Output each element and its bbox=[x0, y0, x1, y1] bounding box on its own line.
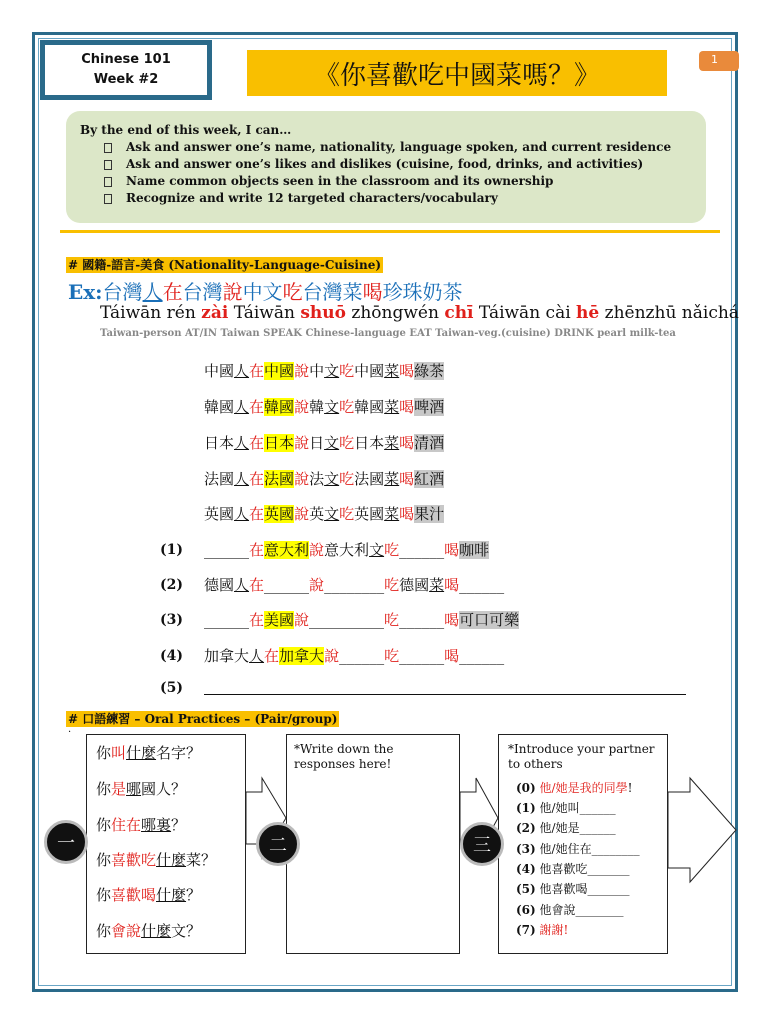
question-line: 你會說什麼文？ bbox=[96, 922, 202, 940]
arrow-shape-3 bbox=[668, 778, 736, 882]
intro-line: (3) 他/她住在________ bbox=[516, 842, 640, 856]
exercise-number: (2) bbox=[160, 577, 183, 593]
section-heading-nationality: # 國籍-語言-美食 (Nationality-Language-Cuisine) bbox=[68, 258, 382, 272]
question-line: 你喜歡吃什麼菜？ bbox=[96, 851, 217, 869]
intro-line: (4) 他喜歡吃_______ bbox=[516, 862, 630, 876]
intro-line: (0) 他/她是我的同學! bbox=[516, 781, 633, 795]
exercise-number: (1) bbox=[160, 542, 183, 558]
exercise-4: 加拿大人在加拿大說______吃______喝______ bbox=[204, 647, 505, 665]
goal-item: Recognize and write 12 targeted characters/vocabulary bbox=[80, 190, 692, 207]
step-one-badge: 一 bbox=[44, 820, 88, 864]
section-heading-oral: # 口語練習 – Oral Practices – (Pair/group) bbox=[68, 712, 338, 726]
goal-item: Ask and answer one’s likes and dislikes (cuisine, food, drinks, and activities) bbox=[80, 156, 692, 173]
drill-row: 法國人在法國說法文吃法國菜喝紅酒 bbox=[204, 470, 445, 488]
page-title-text: 《你喜歡吃中國菜嗎？》 bbox=[313, 60, 600, 91]
question-line: 你叫什麼名字？ bbox=[96, 744, 202, 762]
write-note: *Write down the responses here! bbox=[294, 742, 394, 771]
intro-line: (1) 他/她叫______ bbox=[516, 801, 616, 815]
intro-line: (5) 他喜歡喝_______ bbox=[516, 882, 630, 896]
example-sentence: Ex:台灣人在台灣說中文吃台灣菜喝珍珠奶茶 bbox=[68, 280, 463, 304]
drill-row: 英國人在英國說英文吃英國菜喝果汁 bbox=[204, 505, 445, 523]
question-line: 你住在哪裏？ bbox=[96, 816, 187, 834]
question-line: 你喜歡喝什麼？ bbox=[96, 886, 202, 904]
drill-row: 韓國人在韓國說韓文吃韓國菜喝啤酒 bbox=[204, 398, 445, 416]
page-number: 1 bbox=[711, 53, 718, 66]
step-three-badge: 三 bbox=[460, 822, 504, 866]
intro-line: (6) 他會說________ bbox=[516, 903, 624, 917]
goal-item: Ask and answer one’s name, nationality, language spoken, and current residence bbox=[80, 139, 692, 156]
step-two-badge: 二 bbox=[256, 822, 300, 866]
course-name: Chinese 101 bbox=[81, 52, 171, 67]
intro-line: (2) 他/她是______ bbox=[516, 821, 616, 835]
example-pinyin: Táiwān rén zài Táiwān shuō zhōngwén chī Táiwān cài hē zhēnzhū nǎichá bbox=[100, 303, 739, 323]
intro-line: (7) 謝謝! bbox=[516, 923, 569, 937]
exercise-3: ______在美國說__________吃______喝可口可樂 bbox=[204, 611, 520, 629]
example-gloss: Taiwan-person AT/IN Taiwan SPEAK Chinese-language EAT Taiwan-veg.(cuisine) DRINK pearl milk-tea bbox=[100, 328, 676, 339]
exercise-number: (3) bbox=[160, 612, 183, 628]
question-line: 你是哪國人？ bbox=[96, 780, 187, 798]
bullet-dot: · bbox=[68, 727, 72, 738]
exercise-number: (5) bbox=[160, 680, 183, 696]
drill-row: 中國人在中國說中文吃中國菜喝綠茶 bbox=[204, 362, 445, 380]
goals-intro: By the end of this week, I can… bbox=[80, 123, 292, 137]
exercise-1: ______在意大利說意大利文吃______喝咖啡 bbox=[204, 541, 490, 559]
exercise-number: (4) bbox=[160, 648, 183, 664]
goal-item: Name common objects seen in the classroom and its ownership bbox=[80, 173, 692, 190]
course-week: Week #2 bbox=[93, 72, 159, 87]
introduce-note: *Introduce your partner to others bbox=[508, 742, 655, 771]
exercise-2: 德國人在______說________吃德國菜喝______ bbox=[204, 576, 505, 594]
drill-row: 日本人在日本說日文吃日本菜喝清酒 bbox=[204, 434, 445, 452]
